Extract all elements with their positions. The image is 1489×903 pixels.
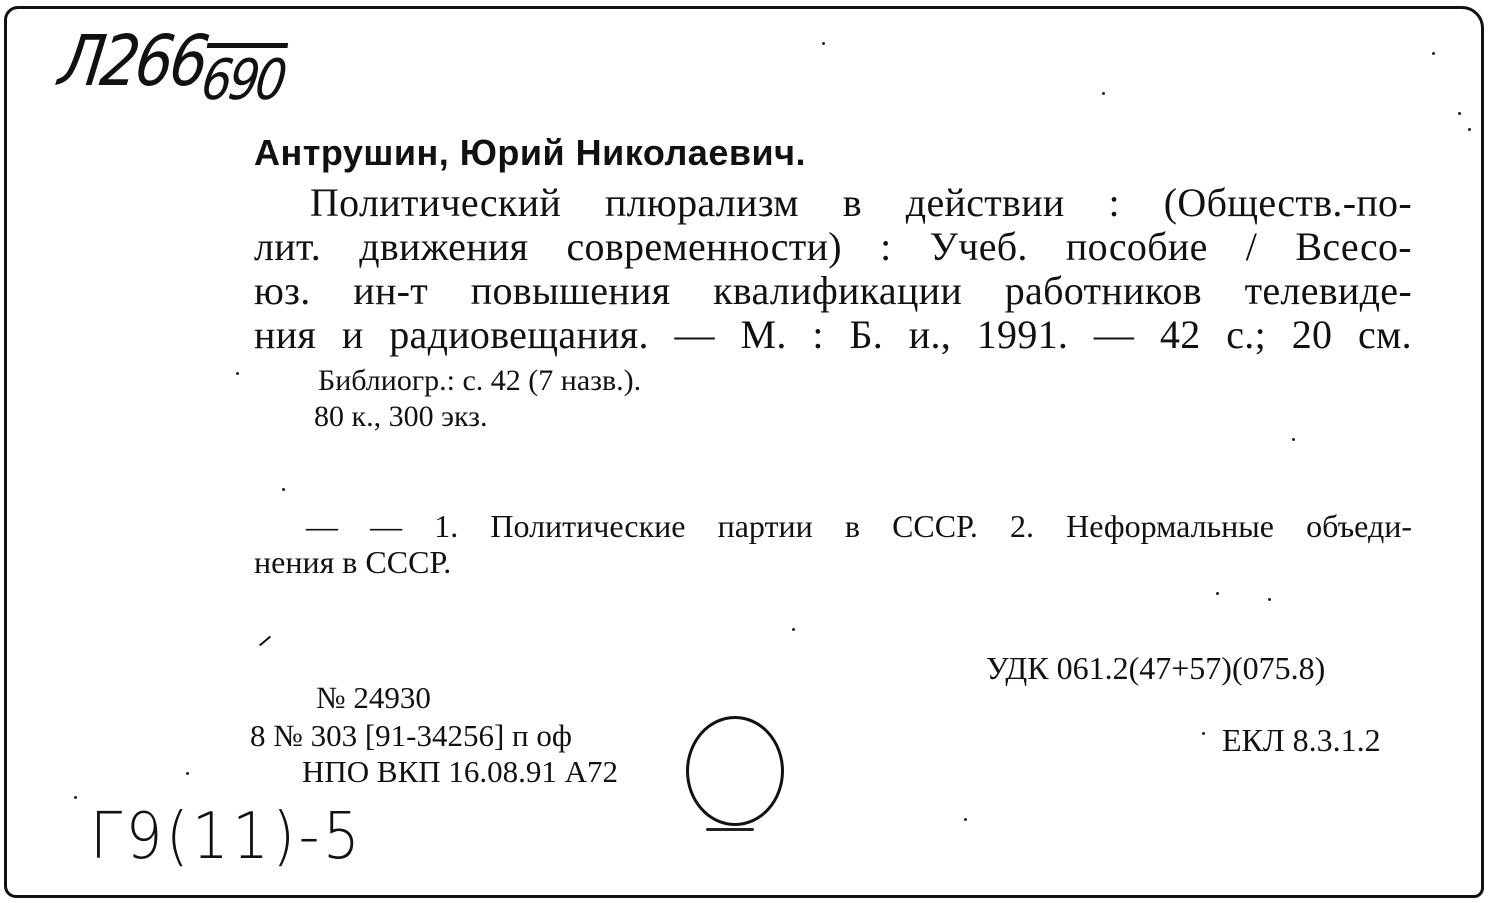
speck [1102, 92, 1105, 95]
subject-line: — — 1. Политические партии в СССР. 2. Неформальные объеди- [306, 508, 1412, 544]
speck [822, 42, 825, 45]
description-line: Политический плюрализм в действии : (Обществ.-по- [310, 180, 1412, 225]
pen-mark [706, 828, 754, 831]
speck [74, 796, 77, 799]
printing-info: НПО ВКП 16.08.91 А72 [302, 754, 619, 789]
description-line: лит. движения современности) : Учеб. пособие / Всесо- [254, 224, 1412, 269]
speck [282, 488, 285, 491]
description-line: ния и радиовещания. — М. : Б. и., 1991. — 42 с.; 20 см. [254, 312, 1412, 357]
subject-line: нения в СССР. [254, 544, 452, 580]
speck [1202, 732, 1205, 735]
bibliography-note: Библиогр.: с. 42 (7 назв.). [318, 364, 642, 397]
speck [1216, 592, 1219, 595]
speck [186, 772, 189, 775]
speck [964, 818, 967, 821]
speck [792, 628, 795, 631]
handwritten-shelf-mark [54, 20, 291, 113]
shelf-mark-fraction: 690 [197, 48, 288, 113]
speck [1268, 598, 1271, 601]
speck [1292, 438, 1295, 441]
order-info: 8 № 303 [91-34256] п оф [250, 718, 572, 753]
card-number: № 24930 [316, 680, 431, 715]
speck [1468, 128, 1471, 131]
speck [236, 372, 239, 375]
circle-stamp [686, 716, 784, 826]
handwritten-classification: Г9(11)-5 [90, 800, 364, 874]
price-copies-note: 80 к., 300 экз. [314, 400, 488, 433]
author-heading: Антрушин, Юрий Николаевич. [254, 132, 807, 173]
speck [1458, 112, 1461, 115]
udk-code: УДК 061.2(47+57)(075.8) [986, 650, 1326, 686]
bibliographic-description [254, 181, 1412, 357]
ekl-code: ЕКЛ 8.3.1.2 [1222, 722, 1381, 758]
subject-headings [254, 508, 1412, 580]
shelf-mark-main: Л266 [54, 20, 211, 102]
speck [1432, 52, 1435, 55]
description-line: юз. ин-т повышения квалификации работников телевиде- [254, 268, 1412, 313]
